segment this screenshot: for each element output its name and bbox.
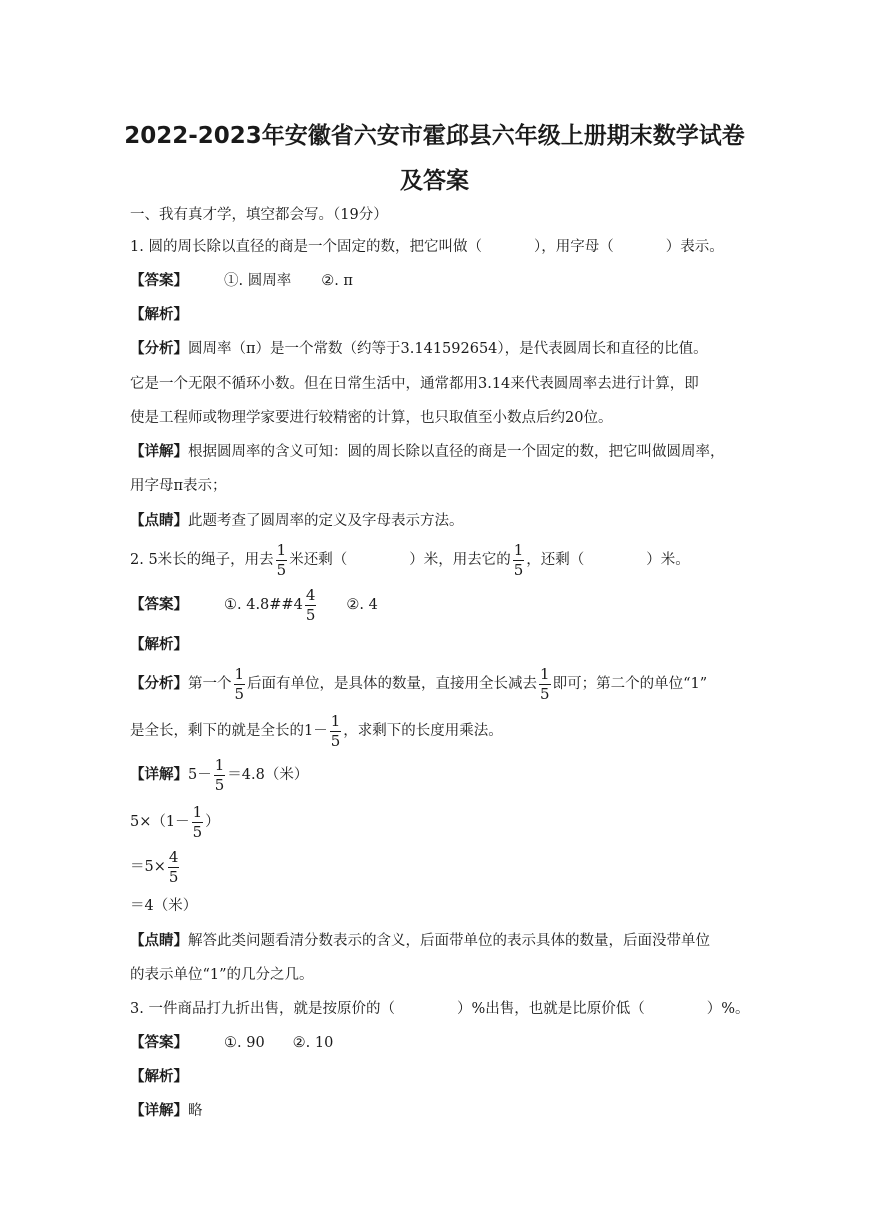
q2-calc-1a: 5－ [188, 767, 212, 783]
q3-xiangjie-text: 略 [188, 1103, 203, 1119]
q2-jiexi [130, 635, 188, 655]
dianjing-tag: 【点睛】 [130, 512, 188, 529]
answer-tag: 【答案】 [130, 1034, 188, 1051]
fraction-one-fifth: $\frac{1}{5}$ [330, 711, 341, 750]
q2-fenxi-1 [130, 664, 707, 704]
q2-fenxi-e: ，求剩下的长度用乘法。 [343, 723, 503, 739]
q1-text-b: ），用字母（ [533, 239, 614, 255]
q2-fenxi-2 [130, 711, 503, 751]
document-title-line2: 及答案 [400, 168, 469, 194]
question-1 [130, 237, 724, 257]
fraction-one-fifth: $\frac{1}{5}$ [192, 802, 203, 841]
answer-tag: 【答案】 [130, 272, 188, 289]
q2-text-e: ）米。 [646, 552, 690, 568]
jiexi-tag: 【解析】 [130, 636, 188, 653]
q1-xiangjie-text-1: 根据圆周率的含义可知：圆的周长除以直径的商是一个固定的数，把它叫做圆周率， [188, 444, 725, 460]
jiexi-tag: 【解析】 [130, 1068, 188, 1085]
xiangjie-tag: 【详解】 [130, 443, 188, 460]
fraction-one-fifth: $\frac{1}{5}$ [214, 755, 225, 794]
q1-answer [130, 271, 353, 291]
q1-jiexi [130, 305, 188, 325]
q3-answer-2: ②. 10 [292, 1035, 334, 1051]
q2-fenxi-a: 第一个 [188, 676, 232, 692]
q2-fenxi-b: 后面有单位，是具体的数量，直接用全长减去 [247, 676, 538, 692]
q3-text-b: ）%出售，也就是比原价低（ [456, 1001, 645, 1017]
q2-calc-3a: ＝5× [130, 859, 166, 875]
q1-fenxi-1 [130, 339, 708, 359]
q2-dianjing-1 [130, 931, 710, 951]
q2-calc-2a: 5×（1－ [130, 814, 190, 830]
fenxi-tag: 【分析】 [130, 340, 188, 357]
question-3 [130, 999, 750, 1019]
fenxi-tag: 【分析】 [130, 675, 188, 692]
q1-answer-2: ②. π [321, 273, 353, 289]
q3-text-a: 3. 一件商品打九折出售，就是按原价的（ [130, 1001, 395, 1017]
fraction-four-fifths: $\frac{4}{5}$ [305, 585, 316, 624]
answer-tag: 【答案】 [130, 596, 188, 613]
q3-answer [130, 1033, 333, 1053]
jiexi-tag: 【解析】 [130, 306, 188, 323]
fraction-four-fifths: $\frac{4}{5}$ [168, 847, 179, 886]
fraction-one-fifth: $\frac{1}{5}$ [540, 664, 550, 703]
q2-answer [130, 585, 378, 625]
q2-xiangjie-1 [130, 755, 308, 795]
q2-text-a: 2. 5米长的绳子，用去 [130, 552, 274, 568]
section-heading: 一、我有真才学，填空都会写。（19分） [130, 207, 388, 223]
q2-dianjing-text: 解答此类问题看清分数表示的含义，后面带单位的表示具体的数量，后面没带单位 [188, 933, 710, 949]
xiangjie-tag: 【详解】 [130, 766, 188, 783]
q1-xiangjie-2: 用字母π表示； [130, 478, 227, 494]
fraction-one-fifth: $\frac{1}{5}$ [234, 664, 245, 703]
q2-answer-2: ②. 4 [346, 597, 378, 613]
q1-xiangjie-1 [130, 442, 725, 462]
q3-answer-1: ①. 90 [224, 1035, 265, 1051]
q2-calc-4: ＝4（米） [130, 898, 198, 914]
question-2 [130, 540, 690, 580]
q1-answer-1: ①. 圆周率 [224, 273, 292, 289]
q2-fenxi-c: 即可；第二个的单位“1” [552, 676, 708, 692]
fraction-one-fifth: $\frac{1}{5}$ [276, 540, 287, 579]
q3-text-c: ）%。 [706, 1001, 750, 1017]
document-title-line1: 2022-2023年安徽省六安市霍邱县六年级上册期末数学试卷 [124, 123, 745, 149]
q2-calc-3 [130, 847, 181, 887]
q2-calc-2 [130, 802, 220, 842]
q1-fenxi-3: 使是工程师或物理学家要进行较精密的计算，也只取值至小数点后约20位。 [130, 410, 613, 426]
q1-fenxi-2: 它是一个无限不循环小数。但在日常生活中，通常都用3.14来代表圆周率去进行计算，即 [130, 376, 699, 392]
q1-dianjing [130, 511, 464, 531]
q1-text-a: 1. 圆的周长除以直径的商是一个固定的数，把它叫做（ [130, 239, 482, 255]
fraction-one-fifth: $\frac{1}{5}$ [513, 540, 524, 579]
dianjing-tag: 【点睛】 [130, 932, 188, 949]
q2-answer-1: ①. 4.8##4 [224, 597, 303, 613]
xiangjie-tag: 【详解】 [130, 1102, 188, 1119]
q2-calc-2b: ） [205, 814, 220, 830]
q2-text-d: ，还剩（ [526, 552, 585, 568]
q2-fenxi-d: 是全长，剩下的就是全长的1－ [130, 723, 328, 739]
q1-fenxi-text-1: 圆周率（π）是一个常数（约等于3.141592654），是代表圆周长和直径的比值。 [188, 341, 708, 357]
q3-jiexi [130, 1067, 188, 1087]
q3-xiangjie [130, 1101, 203, 1121]
q2-dianjing-2: 的表示单位“1”的几分之几。 [130, 967, 314, 983]
q1-dianjing-text: 此题考查了圆周率的定义及字母表示方法。 [188, 513, 464, 529]
q2-calc-1b: ＝4.8（米） [227, 767, 309, 783]
q2-text-c: ）米，用去它的 [409, 552, 511, 568]
q1-text-c: ）表示。 [665, 239, 724, 255]
q2-text-b: 米还剩（ [289, 552, 348, 568]
